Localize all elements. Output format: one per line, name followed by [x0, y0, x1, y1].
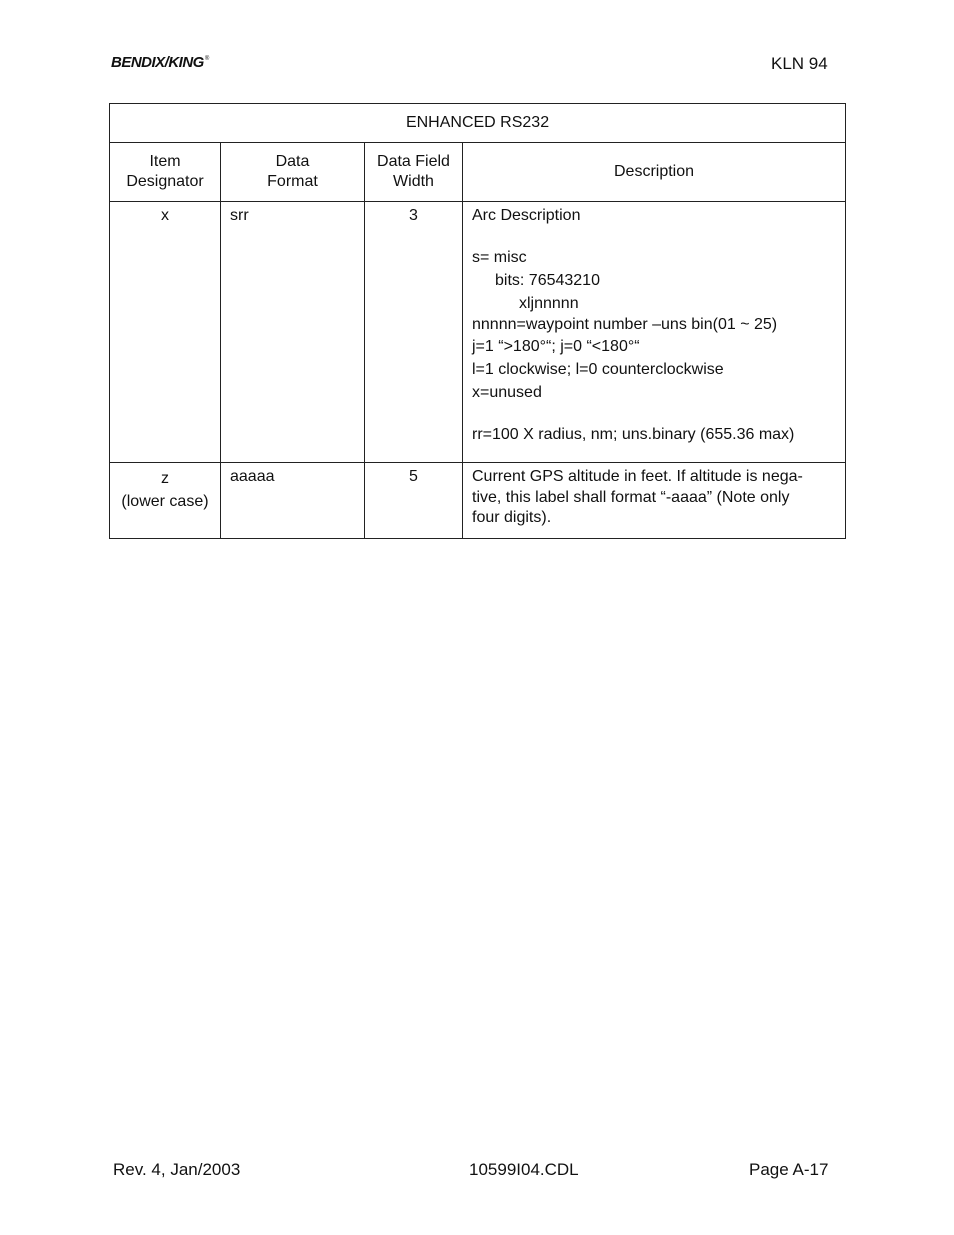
desc-bits: bits: 76543210: [495, 272, 600, 289]
enhanced-rs232-table: [109, 103, 846, 539]
desc-spacer: [472, 404, 836, 423]
brand-logo: [111, 54, 209, 71]
field-width-cell: 5: [365, 463, 463, 539]
document-id: 10599I04.CDL: [469, 1160, 579, 1179]
item-designator-cell: [110, 202, 221, 463]
data-format-cell: srr: [221, 202, 365, 463]
item-designator-note: (lower case): [121, 493, 209, 510]
table-row: [110, 463, 846, 539]
column-header-description: Description: [463, 143, 846, 202]
desc-x: x=unused: [472, 384, 542, 401]
item-designator: z: [161, 470, 169, 487]
item-designator-cell: [110, 463, 221, 539]
revision-label: Rev. 4, Jan/2003: [113, 1160, 241, 1179]
field-width-cell: 3: [365, 202, 463, 463]
column-header-data-format: Data Format: [221, 143, 365, 202]
desc-rr: rr=100 X radius, nm; uns.binary (655.36 max): [472, 426, 795, 443]
data-format-cell: aaaaa: [221, 463, 365, 539]
desc-l: l=1 clockwise; l=0 counterclockwise: [472, 361, 724, 378]
brand-name: BENDIX/KING: [111, 54, 204, 71]
model-name: KLN 94: [771, 54, 828, 73]
table-row: [110, 202, 846, 463]
desc-misc: s= misc: [472, 249, 527, 266]
desc-bits-map: xljnnnnn: [519, 295, 579, 312]
description-cell: Current GPS altitude in feet. If altitude is nega- tive, this label shall format “-aaaa” (Note only four digits).: [463, 463, 846, 539]
registered-mark: ®: [204, 56, 209, 62]
desc-spacer: [472, 226, 836, 246]
column-header-item-designator: Item Designator: [110, 143, 221, 202]
desc-nnnnn: nnnnn=waypoint number –uns bin(01 ~ 25): [472, 316, 778, 333]
desc-j: j=1 “>180°“; j=0 “<180°“: [472, 338, 640, 355]
table-caption: ENHANCED RS232: [110, 104, 846, 143]
desc-title: Arc Description: [472, 207, 581, 224]
description-cell: [463, 202, 846, 463]
item-designator: x: [161, 207, 169, 224]
column-header-field-width: Data Field Width: [365, 143, 463, 202]
table-header-row: [110, 143, 846, 202]
page-number: Page A-17: [749, 1160, 829, 1179]
table-caption-row: [110, 104, 846, 143]
